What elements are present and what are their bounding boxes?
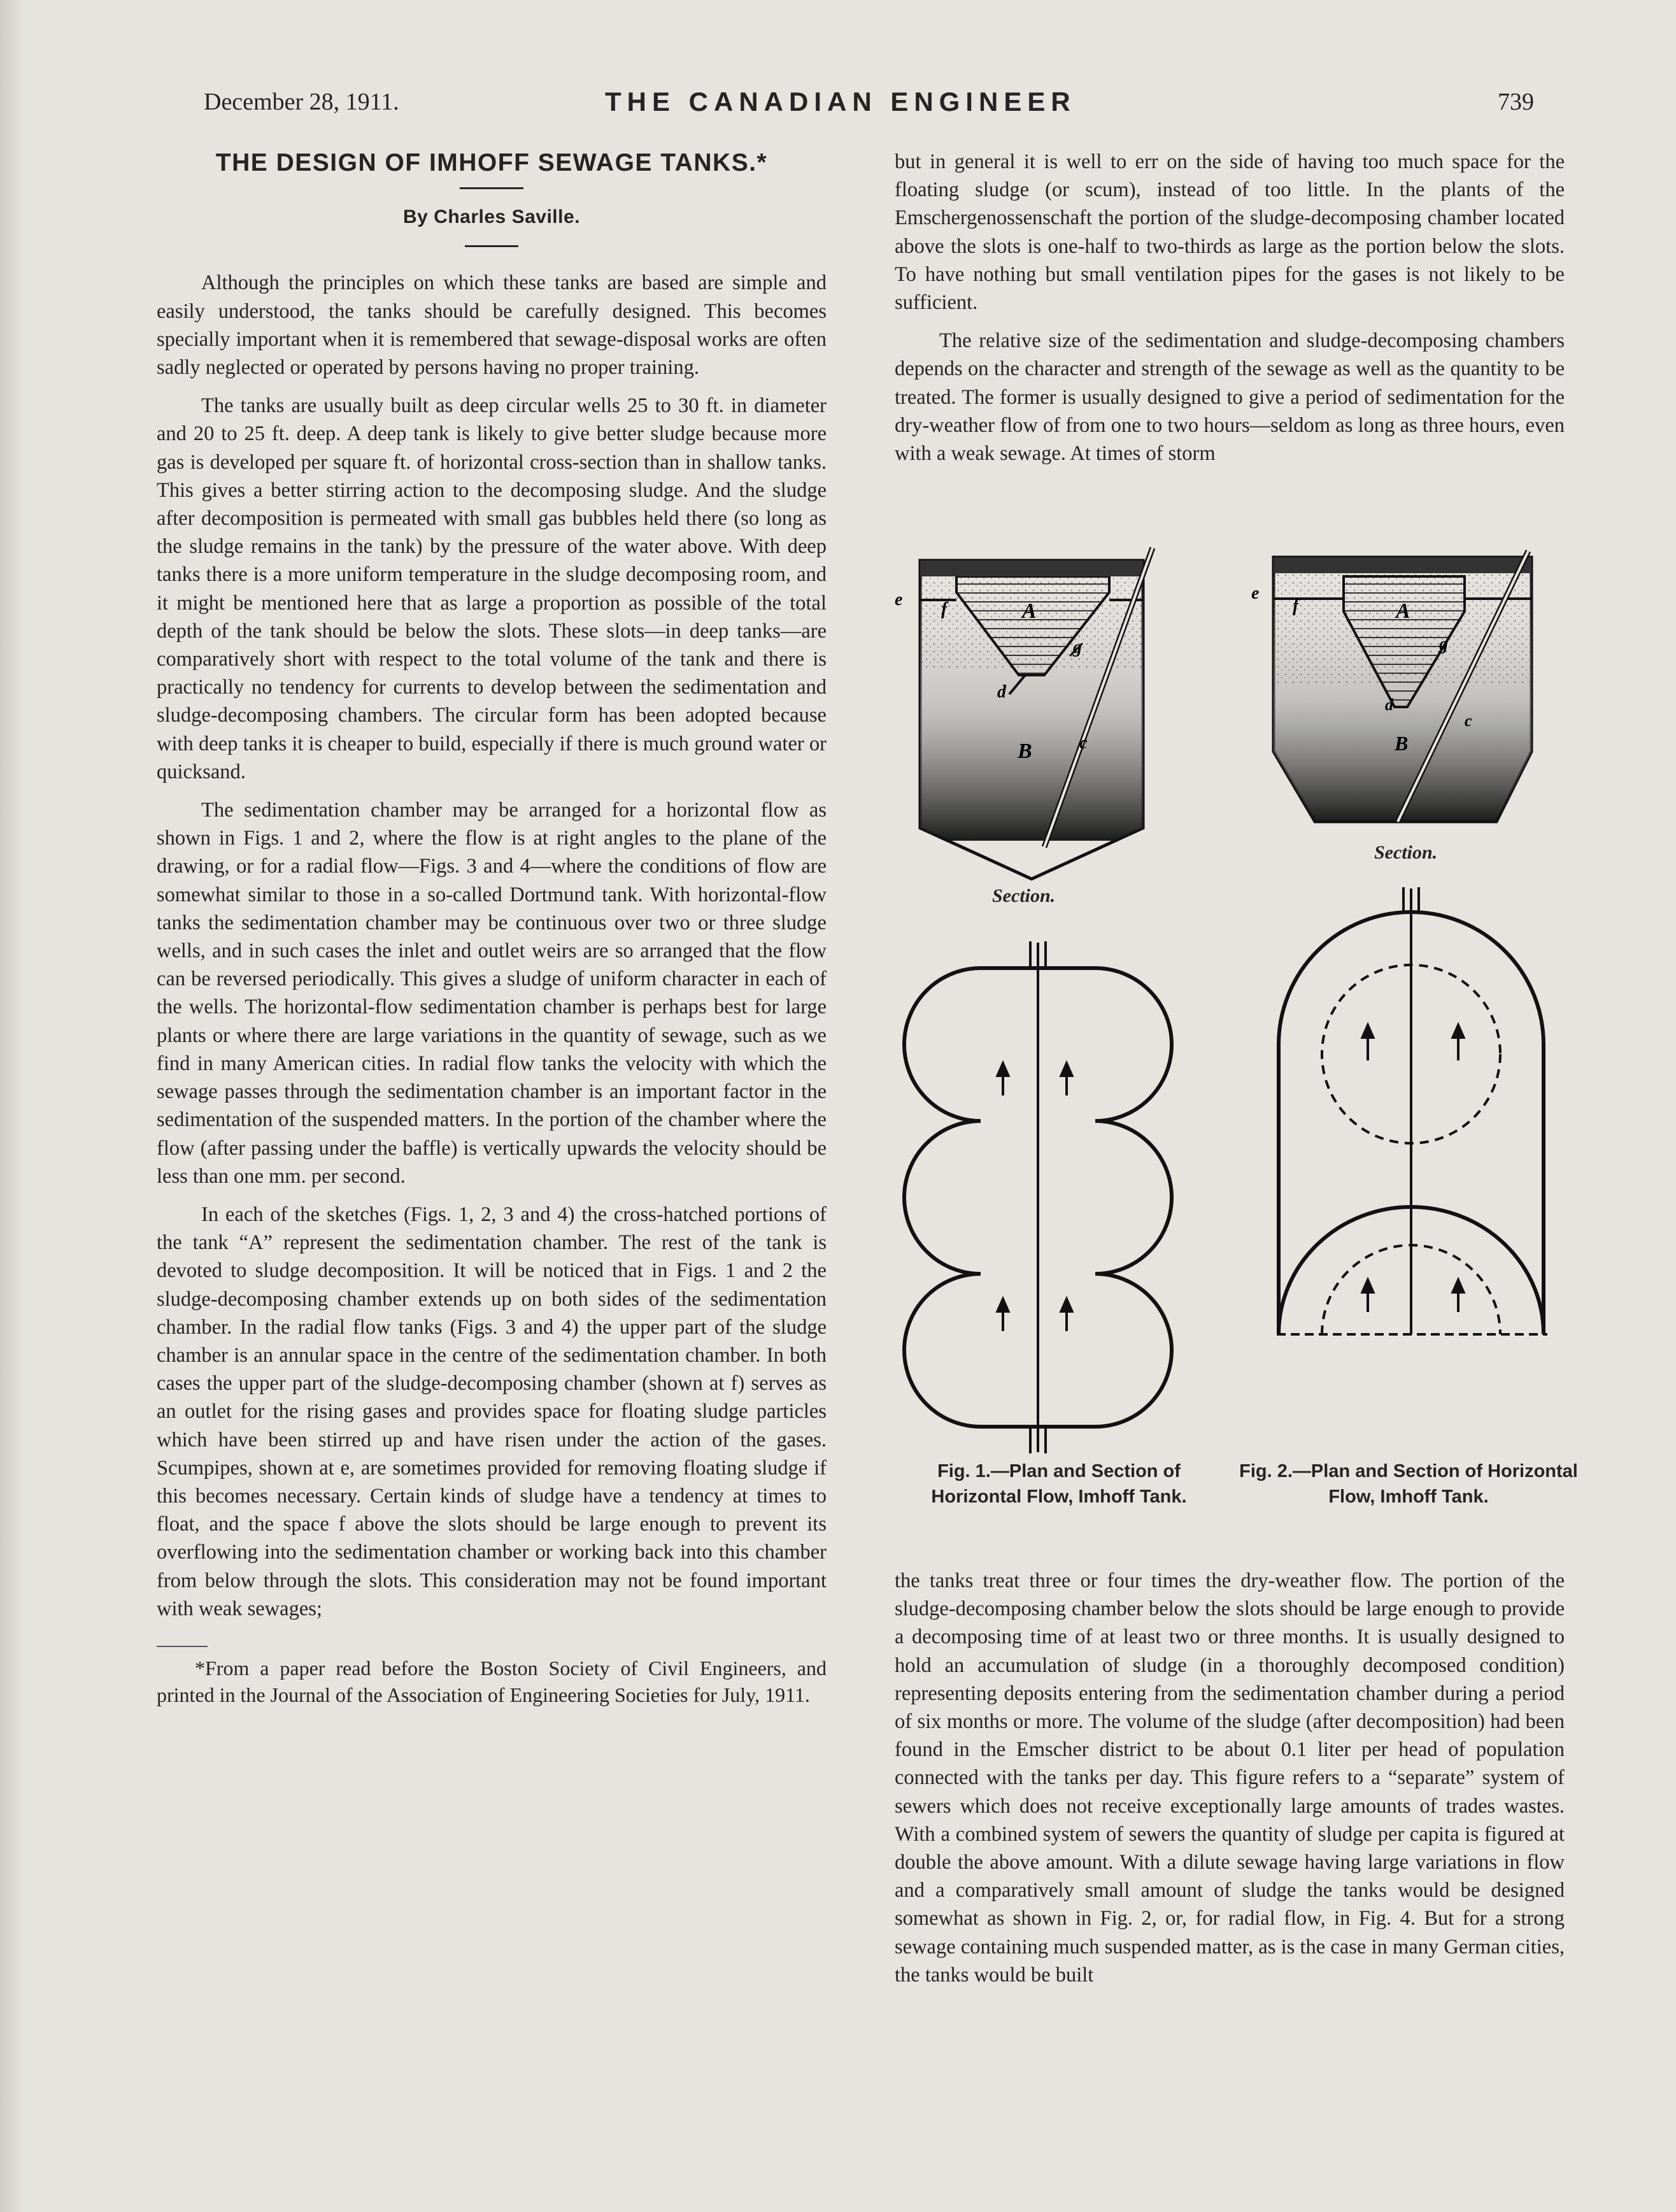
fig1-letter-b: B [1018, 739, 1032, 763]
byline-rule [465, 245, 518, 247]
fig2-letter-g: g [1439, 634, 1448, 654]
fig1-plan-drawing [904, 941, 1172, 1453]
page-binding-edge [0, 0, 25, 2212]
fig2-section-drawing [1274, 551, 1531, 822]
paragraph: The tanks are usually built as deep circular wells 25 to 30 ft. in diameter and 20 to 25 ft. deep. A deep tank is likely to give better sludge because more gas is developed per square ft. of horizontal cross-section than in shallow tanks. This gives a better stirring action to the decomposing sludge. And the sludge after decomposition is permeated with small gas bubbles held there (so long as the sludge remains in the tank) by the pressure of the water above. With deep tanks there is a more uniform temperature in the sludge decomposing room, and it might be mentioned here that as large a proportion as possible of the total depth of the tank should be below the slots. These slots—in deep tanks—are comparatively short with respect to the total volume of the tank and there is practically no tendency for currents to develop between the sedimentation and sludge-decomposing chambers. The circular form has been adopted because with deep tanks it is cheaper to build, especially if there is much ground water or quicksand. [157, 394, 827, 783]
fig2-letter-b: B [1395, 732, 1409, 755]
left-column [157, 148, 827, 1708]
paragraph: The relative size of the sedimentation and sludge-decomposing chambers depends on the character and strength of the sewage as well as the quantity to be treated. The former is usually designed to give a period of sedimentation for the dry-weather flow of from one to two hours—seldom as long as three hours, even with a weak sewage. At times of storm [895, 329, 1565, 466]
paragraph: the tanks treat three or four times the dry-weather flow. The portion of the sludge-decomposing chamber below the slots should be large enough to provide a decomposing time of at least two or three months. It is usually designed to hold an accumulation of sludge (in a thoroughly decomposed condition) representing deposits entering from the sedimentation chamber during a period of six months or more. The volume of the sludge (after decomposition) had been found in the Emscher district to be about 0.1 liter per head of population connected with the tanks per day. This figure refers to a “separate” system of sewers which does not receive exceptionally large amounts of trades wastes. With a combined system of sewers the quantity of sludge per capita is figured at double the above amount. With a dilute sewage having large variations in flow and a comparatively small amount of sludge the tanks would be designed somewhat as shown in Fig. 2, or, for radial flow, in Fig. 4. But for a strong sewage containing much suspended matter, as is the case in many German cities, the tanks would be built [895, 1569, 1565, 1987]
fig2-letter-f: f [1293, 596, 1299, 616]
fig2-letter-a: A [1396, 599, 1410, 623]
journal-title: THE CANADIAN ENGINEER [605, 87, 1076, 117]
fig2-caption: Fig. 2.—Plan and Section of Horizontal Flow, Imhoff Tank. [1239, 1461, 1578, 1507]
paragraph: In each of the sketches (Figs. 1, 2, 3 and 4) the cross-hatched portions of the tank “A” represent the sedimentation chamber. The rest of the tank is devoted to sludge decomposition. It will be noticed that in Figs. 1 and 2 the sludge-decomposing chamber extends up on both sides of the sedimentation chamber. In the radial flow tanks (Figs. 3 and 4) the upper part of the sludge chamber is an annular space in the centre of the sedimentation chamber. In both cases the upper part of the sludge-decomposing chamber (shown at f) serves as an outlet for the rising gases and provides space for floating sludge particles which have been stirred up and have risen under the action of the gases. Scumpipes, shown at e, are sometimes provided for removing floating sludge if this becomes necessary. Certain kinds of sludge have a tendency at times to float, and the space f above the slots should be large enough to prevent its overflowing into the sedimentation chamber or working back into this chamber from below through the slots. This consideration may not be found important with weak sewages; [157, 1202, 827, 1620]
fig2-letter-c: c [1465, 711, 1472, 730]
right-column-top [895, 148, 1565, 478]
paragraph: but in general it is well to err on the side of having too much space for the floating sludge (or scum), instead of too little. In the plants of the Emschergenossenschaft the portion of the sludge-decomposing chamber located above the slots is one-half to two-thirds as large as the portion below the slots. To have nothing but small ventilation pipes for the gases is not likely to be sufficient. [895, 150, 1565, 315]
article-title: THE DESIGN OF IMHOFF SEWAGE TANKS.* [215, 149, 768, 176]
page-number: 739 [1498, 89, 1534, 115]
paragraph: The sedimentation chamber may be arranged for a horizontal flow as shown in Figs. 1 and 2, where the flow is at right angles to the plane of the drawing, or for a radial flow—Figs. 3 and 4—where the conditions of flow are somewhat similar to those in a so-called Dortmund tank. With horizontal-flow tanks the sedimentation chamber may be continuous over two or three sludge wells, and in such cases the inlet and outlet weirs are so arranged that the flow can be reversed periodically. This gives a sludge of uniform character in each of the wells. The horizontal-flow sedimentation chamber is perhaps best for large plants or where there are large variations in the quantity of sewage, such as we find in many American cities. In radial flow tanks the velocity with which the sewage passes through the sedimentation chamber is an important factor in the sedimentation of the suspended matters. In the portion of the chamber where the flow (after passing under the baffle) is vertically upwards the velocity should be less than one mm. per second. [157, 799, 827, 1188]
fig2-plan-drawing [1277, 887, 1547, 1334]
fig1-section-drawing [920, 548, 1153, 879]
paragraph: Although the principles on which these tanks are based are simple and easily understood, the tanks should be carefully designed. This becomes specially important when it is remembered that sewage-disposal works are often sadly neglected or operated by persons having no proper training. [157, 271, 827, 380]
article-byline: By Charles Saville. [403, 206, 580, 228]
fig2-section-label: Section. [1374, 842, 1438, 863]
fig1-letter-f: f [941, 599, 948, 619]
title-rule [460, 187, 523, 189]
footnote: *From a paper read before the Boston Society of Civil Engineers, and printed in the Journal of the Association of Engineering Societies for July, 1911. [157, 1656, 827, 1706]
fig1-letter-c: c [1079, 733, 1088, 753]
header-date: December 28, 1911. [204, 89, 399, 115]
fig1-letter-e: e [895, 590, 903, 610]
fig2-letter-d: d [1385, 696, 1393, 714]
fig1-letter-a: A [1022, 599, 1037, 623]
right-column-bottom [895, 1567, 1565, 1999]
footnote-rule [157, 1646, 208, 1647]
running-header [0, 88, 1676, 126]
figures-illustration [885, 535, 1579, 1548]
fig1-caption: Fig. 1.—Plan and Section of Horizontal Flow, Imhoff Tank. [931, 1461, 1187, 1507]
fig2-letter-e: e [1251, 583, 1260, 603]
fig1-letter-d: d [997, 682, 1006, 702]
fig1-letter-g: g [1073, 638, 1082, 657]
fig1-section-label: Section. [992, 885, 1056, 906]
